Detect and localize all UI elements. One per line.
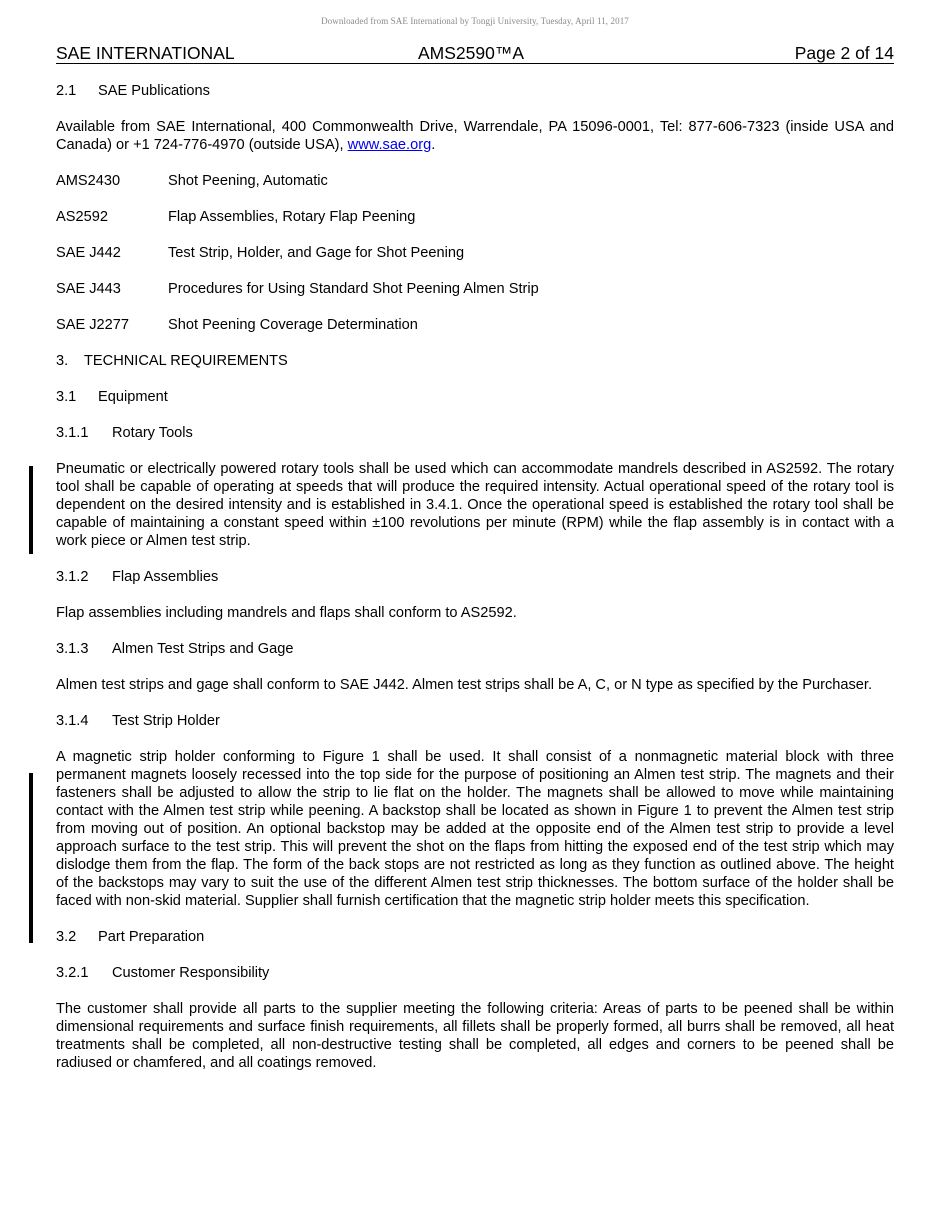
section-heading	[56, 352, 894, 370]
flap-assemblies-paragraph: Flap assemblies including mandrels and flaps shall conform to AS2592.	[56, 605, 517, 621]
strip-holder-paragraph: A magnetic strip holder conforming to Figure 1 shall be used. It shall consist of a nonmagnetic material block with three permanent magnets loosely recessed into the top side for the purpose of positioning an Almen test strip. The magnets and their fasteners shall be adjusted to allow the strip to lie flat on the holder. The magnets shall be allowed to move while maintaining contact with the Almen test strip while peening. A backstop shall be located as shown in Figure 1 to prevent the Almen test strip from moving out of position. An optional backstop may be added at the opposite end of the Almen test strip to provide a level approach surface to the test strip. This will prevent the shot on the flaps from hitting the exposed end of the test strip which may dislodge them from the flap. The form of the back stops are not restricted as long as they function as outlined above. The height of the backstops may vary to suit the use of the different Almen test strip thicknesses. The bottom surface of the holder shall be faced with non-skid material. Supplier shall furnish certification that the magnetic strip holder meets this specification.	[56, 749, 894, 909]
section-title: Customer Responsibility	[112, 965, 270, 981]
section-title: Test Strip Holder	[112, 713, 220, 729]
section-number: 3.2	[56, 929, 77, 945]
availability-suffix: .	[431, 137, 436, 153]
reference-item	[56, 172, 894, 190]
sae-website-link[interactable]: www.sae.org	[347, 137, 432, 153]
revision-change-bar	[29, 773, 33, 943]
section-title: Almen Test Strips and Gage	[112, 641, 294, 657]
reference-title: Procedures for Using Standard Shot Peening Almen Strip	[168, 281, 539, 297]
document-body	[56, 82, 894, 1072]
revision-change-bar	[29, 466, 33, 554]
section-heading	[56, 388, 894, 406]
reference-code: SAE J2277	[56, 317, 130, 333]
section-heading	[56, 640, 894, 658]
section-title: TECHNICAL REQUIREMENTS	[84, 353, 288, 369]
almen-strips-paragraph: Almen test strips and gage shall conform to SAE J442. Almen test strips shall be A, C, or N type as specified by the Purchaser.	[56, 677, 873, 693]
rotary-tools-paragraph: Pneumatic or electrically powered rotary tools shall be used which can accommodate mandrels described in AS2592. The rotary tool shall be capable of operating at speeds that will produce the required intensity. Actual operational speed of the rotary tool is dependent on the desired intensity and is established in 3.4.1. Once the operational speed is established the rotary tool shall be capable of maintaining a constant speed within ±100 revolutions per minute (RPM) while the flap assembly is in contact with a work piece or Almen test strip.	[56, 461, 894, 549]
section-number: 3.1	[56, 389, 77, 405]
section-title: Equipment	[98, 389, 168, 405]
section-heading	[56, 424, 894, 442]
section-heading	[56, 964, 894, 982]
reference-code: AS2592	[56, 209, 108, 225]
reference-title: Shot Peening, Automatic	[168, 173, 328, 189]
section-number: 3.1.2	[56, 569, 89, 585]
reference-code: SAE J442	[56, 245, 121, 261]
reference-code: AMS2430	[56, 173, 121, 189]
section-number: 3.1.1	[56, 425, 89, 441]
section-number: 3.	[56, 353, 69, 369]
availability-paragraph	[56, 118, 894, 154]
reference-title: Shot Peening Coverage Determination	[168, 317, 418, 333]
section-heading	[56, 82, 894, 100]
section-title: SAE Publications	[98, 83, 210, 99]
reference-title: Test Strip, Holder, and Gage for Shot Peening	[168, 245, 465, 261]
section-number: 3.1.4	[56, 713, 89, 729]
section-title: Rotary Tools	[112, 425, 193, 441]
section-number: 3.2.1	[56, 965, 89, 981]
customer-responsibility-paragraph: The customer shall provide all parts to the supplier meeting the following criteria: Areas of parts to be peened shall be within dimensional requirements and surface finish requirements, all fillets shall be properly formed, all burrs shall be removed, all heat treatments shall be completed, all non-destructive testing shall be completed, all edges and corners to be peened shall be radiused or chamfered, and all coatings removed.	[56, 1001, 894, 1071]
header-page-number: Page 2 of 14	[794, 43, 894, 63]
section-title: Part Preparation	[98, 929, 205, 945]
header-org: SAE INTERNATIONAL	[56, 43, 235, 63]
availability-text: Available from SAE International, 400 Commonwealth Drive, Warrendale, PA 15096-0001, Tel: 877-606-7323 (inside USA and Canada) or +1 724-776-4970 (outside USA),	[56, 119, 894, 153]
section-number: 2.1	[56, 83, 77, 99]
section-heading	[56, 568, 894, 586]
reference-item	[56, 280, 894, 298]
reference-code: SAE J443	[56, 281, 121, 297]
section-title: Flap Assemblies	[112, 569, 219, 585]
section-heading	[56, 928, 894, 946]
reference-item	[56, 316, 894, 334]
reference-title: Flap Assemblies, Rotary Flap Peening	[168, 209, 416, 225]
section-number: 3.1.3	[56, 641, 89, 657]
header-doc-number: AMS2590™A	[418, 43, 525, 63]
reference-item	[56, 244, 894, 262]
section-heading	[56, 712, 894, 730]
reference-item	[56, 208, 894, 226]
download-watermark: Downloaded from SAE International by Tongji University, Tuesday, April 11, 2017	[321, 16, 629, 26]
page-header	[56, 43, 894, 64]
